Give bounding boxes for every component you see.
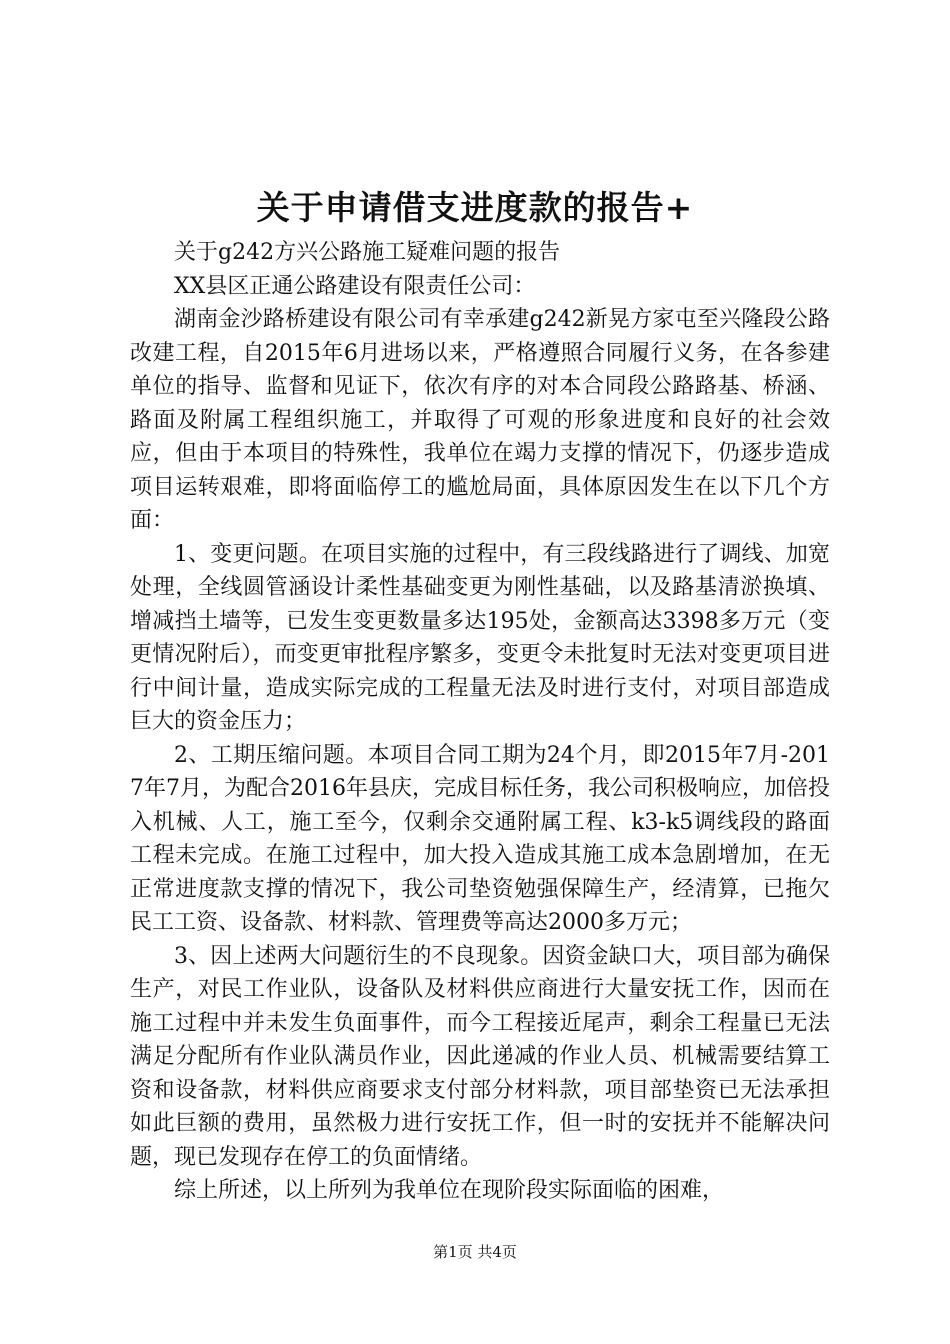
issue-3-paragraph: 3、因上述两大问题衍生的不良现象。因资金缺口大，项目部为确保生产，对民工作业队，设备队及材料供应商进行大量安抚工作，因而在施工过程中并未发生负面事件，而今工程接近尾声，剩余工程量已无法满足分配所有作业队满员作业，因此递减的作业人员、机械需要结算工资和设备款，材料供应商要求支付部分材料款，项目部垫资已无法承担如此巨额的费用，虽然极力进行安抚工作，但一时的安抚并不能解决问题，现已发现存在停工的负面情绪。	[130, 943, 830, 1170]
page-footer: 第1页 共4页	[433, 1243, 517, 1261]
addressee-line: XX县区正通公路建设有限责任公司：	[174, 273, 536, 299]
issue-1-paragraph: 1、变更问题。在项目实施的过程中，有三段线路进行了调线、加宽处理，全线圆管涵设计柔性基础变更为刚性基础，以及路基清淤换填、增减挡土墙等，已发生变更数量多达195处，金额高达3398多万元（变更情况附后），而变更审批程序繁多，变更令未批复时无法对变更项目进行中间计量，造成实际完成的工程量无法及时进行支付，对项目部造成巨大的资金压力；	[130, 541, 830, 734]
document-title: 关于申请借支进度款的报告+	[256, 188, 694, 227]
issue-2-paragraph: 2、工期压缩问题。本项目合同工期为24个月，即2015年7月-2017年7月，为配合2016年县庆，完成目标任务，我公司积极响应，加倍投入机械、人工，施工至今，仅剩余交通附属工程、k3-k5调线段的路面工程未完成。在施工过程中，加大投入造成其施工成本急剧增加，在无正常进度款支撑的情况下，我公司垫资勉强保障生产，经清算，已拖欠民工工资、设备款、材料款、管理费等高达2000多万元；	[130, 742, 830, 935]
document-body	[130, 236, 830, 1208]
report-subject-line: 关于g242方兴公路施工疑难问题的报告	[174, 240, 561, 265]
intro-paragraph: 湖南金沙路桥建设有限公司有幸承建g242新晃方家屯至兴隆段公路改建工程，自2015年6月进场以来，严格遵照合同履行义务，在各参建单位的指导、监督和见证下，依次有序的对本合同段公路路基、桥涵、路面及附属工程组织施工，并取得了可观的形象进度和良好的社会效应，但由于本项目的特殊性，我单位在竭力支撑的情况下，仍逐步造成项目运转艰难，即将面临停工的尴尬局面，具体原因发生在以下几个方面：	[130, 307, 830, 533]
conclusion-paragraph: 综上所述，以上所列为我单位在现阶段实际面临的困难，	[174, 1178, 725, 1203]
